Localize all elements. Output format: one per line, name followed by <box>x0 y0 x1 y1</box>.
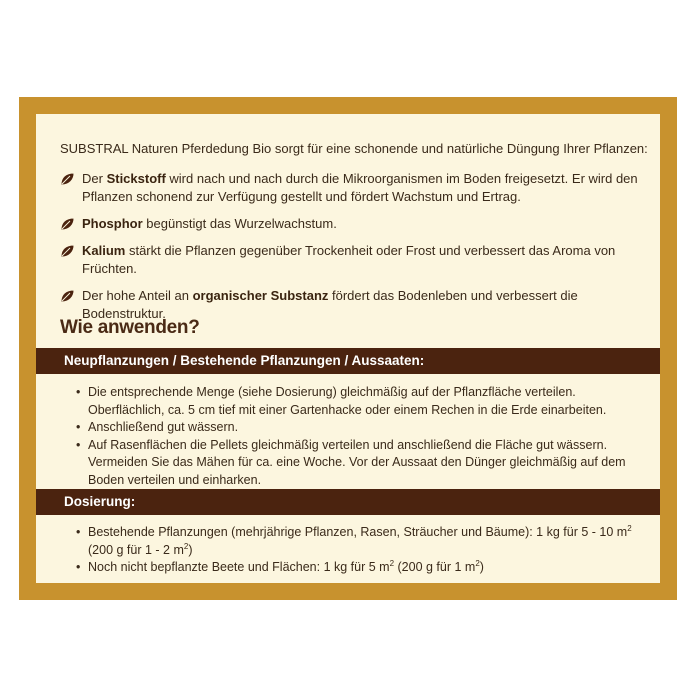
benefit-nitrogen: Der Stickstoff wird nach und nach durch die Mikroorganismen im Boden freigesetzt. Er wird den Pflanzen schonend zur Verfügung gestellt und fördert Wachstum und Ertrag. <box>60 170 650 206</box>
leaf-icon <box>60 217 75 231</box>
leaf-icon <box>60 244 75 258</box>
benefit-kalium: Kalium stärkt die Pflanzen gegenüber Trockenheit oder Frost und verbessert das Aroma von Früchten. <box>60 242 650 278</box>
list-item: • Bestehende Pflanzungen (mehrjährige Pflanzen, Rasen, Sträucher und Bäume): 1 kg für 5 - 10 $m^2$ (200 g für 1 - 2 $m^2$) <box>76 524 651 559</box>
benefits-list <box>60 170 650 332</box>
howto-heading: Wie anwenden? <box>60 317 200 338</box>
list-item: • Noch nicht bepflanzte Beete und Flächen: 1 kg für 5 $m^2$ (200 g für 1 $m^2$) <box>76 559 651 577</box>
list-item: • Die entsprechende Menge (siehe Dosierung) gleichmäßig auf der Pflanzfläche verteilen. Oberflächlich, ca. 5 cm tief mit einer Gartenhacke oder einem Rechen in die Erde einarbeiten. <box>76 384 651 419</box>
list-item: • Auf Rasenflächen die Pellets gleichmäßig verteilen und anschließend die Fläche gut wässern. Vermeiden Sie das Mähen für ca. eine Woche. Vor der Aussaat den Dünger gleichmäßig auf dem Boden verteilen und einharken. <box>76 437 651 490</box>
benefit-organic: Der hohe Anteil an organischer Substanz fördert das Bodenleben und verbessert die Bodenstruktur. <box>60 287 650 323</box>
planting-instructions-list <box>76 384 651 489</box>
label-panel <box>36 114 660 583</box>
leaf-icon <box>60 289 75 303</box>
leaf-icon <box>60 172 75 186</box>
dosage-list <box>76 524 651 577</box>
benefit-phosphor: Phosphor begünstigt das Wurzelwachstum. <box>60 215 650 233</box>
section-header-dosage: Dosierung: <box>36 489 660 515</box>
label-frame <box>19 97 677 600</box>
intro-text: SUBSTRAL Naturen Pferdedung Bio sorgt für eine schonende und natürliche Düngung Ihrer Pflanzen: <box>60 141 648 156</box>
section-header-planting: Neupflanzungen / Bestehende Pflanzungen / Aussaaten: <box>36 348 660 374</box>
list-item: • Anschließend gut wässern. <box>76 419 651 437</box>
